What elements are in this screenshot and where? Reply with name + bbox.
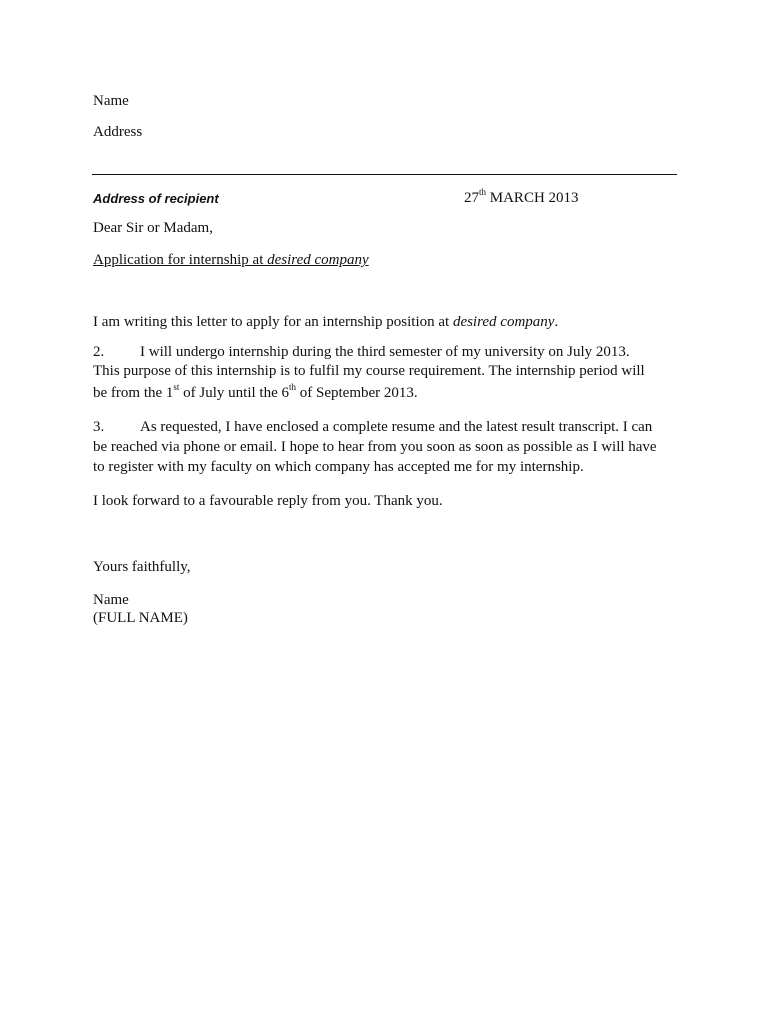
para3-line-3: to register with my faculty on which company has accepted me for my internship. (93, 459, 584, 475)
paragraph-1 (93, 313, 558, 332)
para2-line-3 (93, 384, 418, 403)
para2-line-1: I will undergo internship during the third semester of my university on July 2013. (140, 344, 630, 360)
para2-number: 2. (93, 344, 105, 360)
salutation: Dear Sir or Madam, (93, 220, 213, 236)
para2-line-3-a: be from the 1 (93, 385, 174, 401)
date-day: 27 (464, 190, 479, 206)
header-divider (92, 174, 677, 175)
letter-date (464, 189, 579, 208)
para2-line-2: This purpose of this internship is to fulfil my course requirement. The internship period will (93, 363, 645, 379)
signature-name: Name (93, 592, 129, 608)
date-day-suffix: th (479, 187, 487, 197)
subject-line (93, 251, 369, 270)
para1-company: desired company (452, 314, 555, 330)
para2-sup-1: st (173, 382, 180, 392)
para3-line-2: be reached via phone or email. I hope to hear from you soon as soon as possible as I will have (93, 439, 657, 455)
para3-line-1: As requested, I have enclosed a complete resume and the latest result transcript. I can (140, 419, 653, 435)
para2-sup-2: th (288, 382, 296, 392)
para1-text: I am writing this letter to apply for an internship position at (93, 314, 453, 330)
para2-line-3-c: of September 2013. (296, 385, 418, 401)
recipient-address-label: Address of recipient (93, 191, 219, 206)
date-rest: MARCH 2013 (486, 190, 579, 206)
para3-number: 3. (93, 419, 105, 435)
sender-address: Address (93, 124, 143, 140)
subject-text: Application for internship at (93, 252, 268, 268)
signature-full-name: (FULL NAME) (93, 610, 188, 626)
para2-line-3-b: of July until the 6 (179, 385, 289, 401)
closing-paragraph: I look forward to a favourable reply from you. Thank you. (93, 493, 443, 509)
subject-company: desired company (267, 252, 369, 268)
sender-name: Name (93, 93, 129, 109)
sign-off: Yours faithfully, (93, 559, 191, 575)
para1-end: . (554, 314, 559, 330)
